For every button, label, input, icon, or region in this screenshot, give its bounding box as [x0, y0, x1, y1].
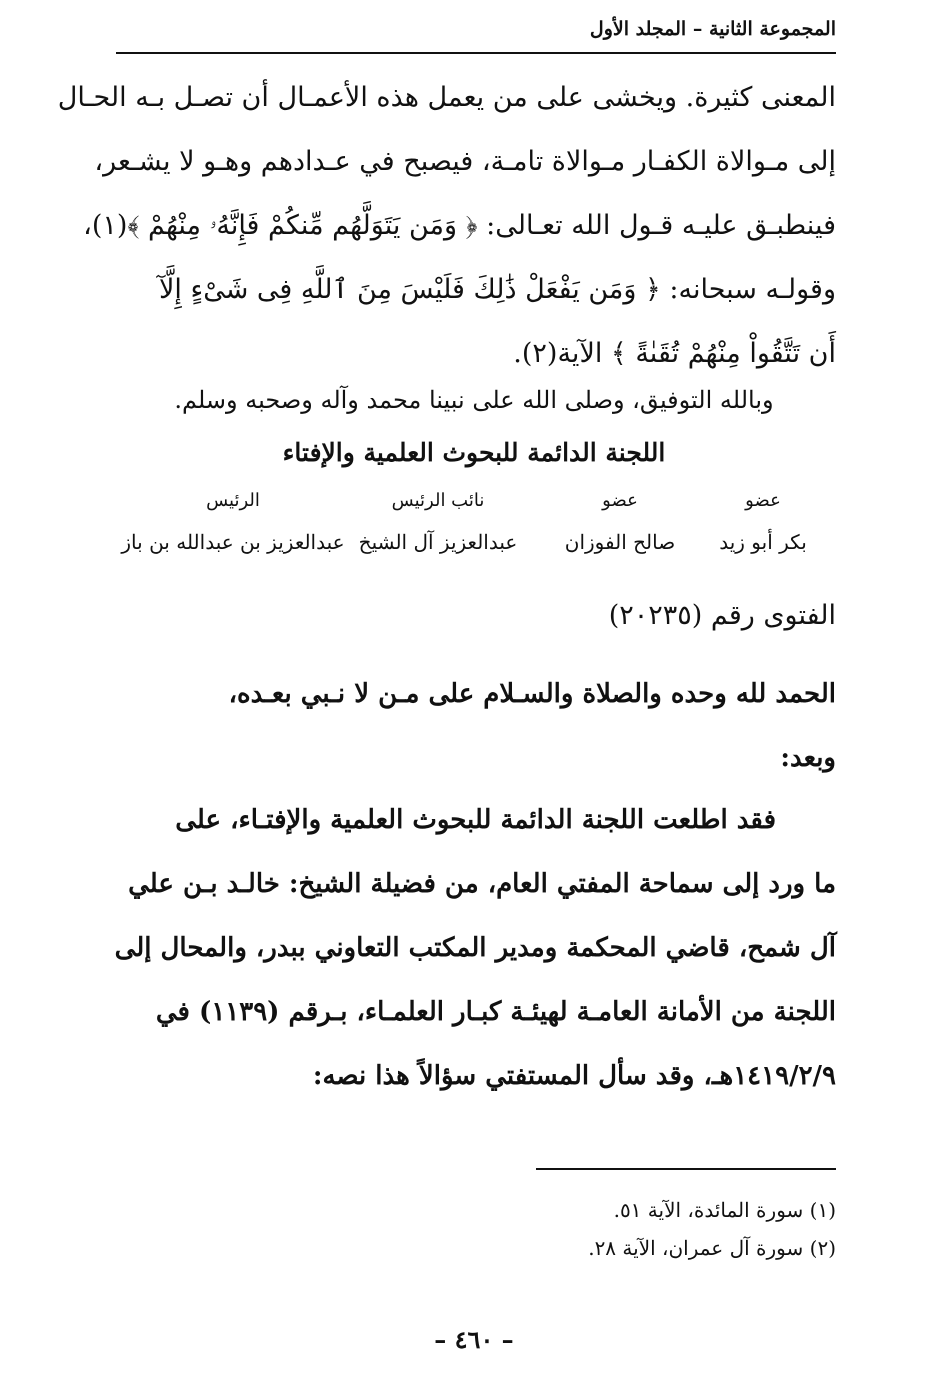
- text-line: ١٤١٩/٢/٩هـ، وقد سأل المستفتي سؤالاً هذا نصه:: [312, 1061, 836, 1091]
- fatwa-number: الفتوى رقم (٢٠٢٣٥): [608, 600, 836, 631]
- running-header: [116, 18, 836, 54]
- footnote-divider: [536, 1168, 836, 1170]
- member-name: عبدالعزيز آل الشيخ: [358, 530, 518, 554]
- text-line: إلى مـوالاة الكفـار مـوالاة تامـة، فيصبح في عـدادهم وهـو لا يشـعر،: [94, 146, 836, 177]
- page-number: – ٤٦٠ –: [434, 1325, 514, 1354]
- text-line: اللجنة من الأمانة العامـة لهيئـة كبـار العلمـاء، بـرقم (١١٣٩) في: [155, 997, 836, 1027]
- member-role: عضو: [602, 490, 638, 511]
- committee-member: [118, 490, 348, 554]
- member-name: صالح الفوزان: [564, 530, 676, 554]
- member-name: عبدالعزيز بن عبدالله بن باز: [121, 530, 345, 554]
- member-role: عضو: [745, 490, 781, 511]
- member-role: الرئيس: [206, 490, 260, 511]
- header-title: المجموعة الثانية – المجلد الأول: [584, 18, 836, 40]
- text-line: فينطبـق عليـه قـول الله تعـالى: ﴿ وَمَن يَتَوَلَّهُم مِّنكُمْ فَإِنَّهُۥ مِنْهُمْ ﴾(١)،: [83, 210, 836, 241]
- footnote: (٢) سورة آل عمران، الآية ٢٨.: [588, 1236, 836, 1260]
- text-line: وقولـه سبحانه: ﴿ وَمَن يَفْعَلْ ذَٰلِكَ فَلَيْسَ مِنَ ٱللَّهِ فِى شَىْءٍ إِلَّآ: [159, 274, 836, 305]
- committee-title: اللجنة الدائمة للبحوث العلمية والإفتاء: [282, 438, 666, 467]
- closing-formula: وبالله التوفيق، وصلى الله على نبينا محمد وآله وصحبه وسلم.: [174, 386, 774, 414]
- text-line: آل شمح، قاضي المحكمة ومدير المكتب التعاوني ببدر، والمحال إلى: [114, 933, 836, 963]
- text-line: أَن تَتَّقُواْ مِنْهُمْ تُقَىٰةً ﴾ الآية(٢).: [513, 338, 836, 369]
- text-line: وبعد:: [780, 743, 836, 773]
- member-role: نائب الرئيس: [391, 490, 485, 511]
- committee-member: [698, 490, 828, 554]
- committee-member: [348, 490, 528, 554]
- text-line: فقد اطلعت اللجنة الدائمة للبحوث العلمية والإفتـاء، على: [175, 805, 776, 835]
- text-line: المعنى كثيرة. ويخشى على من يعمل هذه الأعمـال أن تصـل بـه الحـال: [57, 82, 836, 113]
- member-name: بكر أبو زيد: [719, 530, 807, 554]
- paragraph-praise: [114, 662, 836, 790]
- text-line: الحمد لله وحده والصلاة والسـلام على مـن لا نـبي بعـده،: [228, 679, 836, 709]
- text-line: ما ورد إلى سماحة المفتي العام، من فضيلة الشيخ: خالـد بـن علي: [128, 869, 836, 899]
- footnote: (١) سورة المائدة، الآية ٥١.: [613, 1198, 836, 1222]
- paragraph-question-intro: [114, 788, 836, 1108]
- paragraph-quran-context: [57, 66, 836, 386]
- committee-member: [550, 490, 690, 554]
